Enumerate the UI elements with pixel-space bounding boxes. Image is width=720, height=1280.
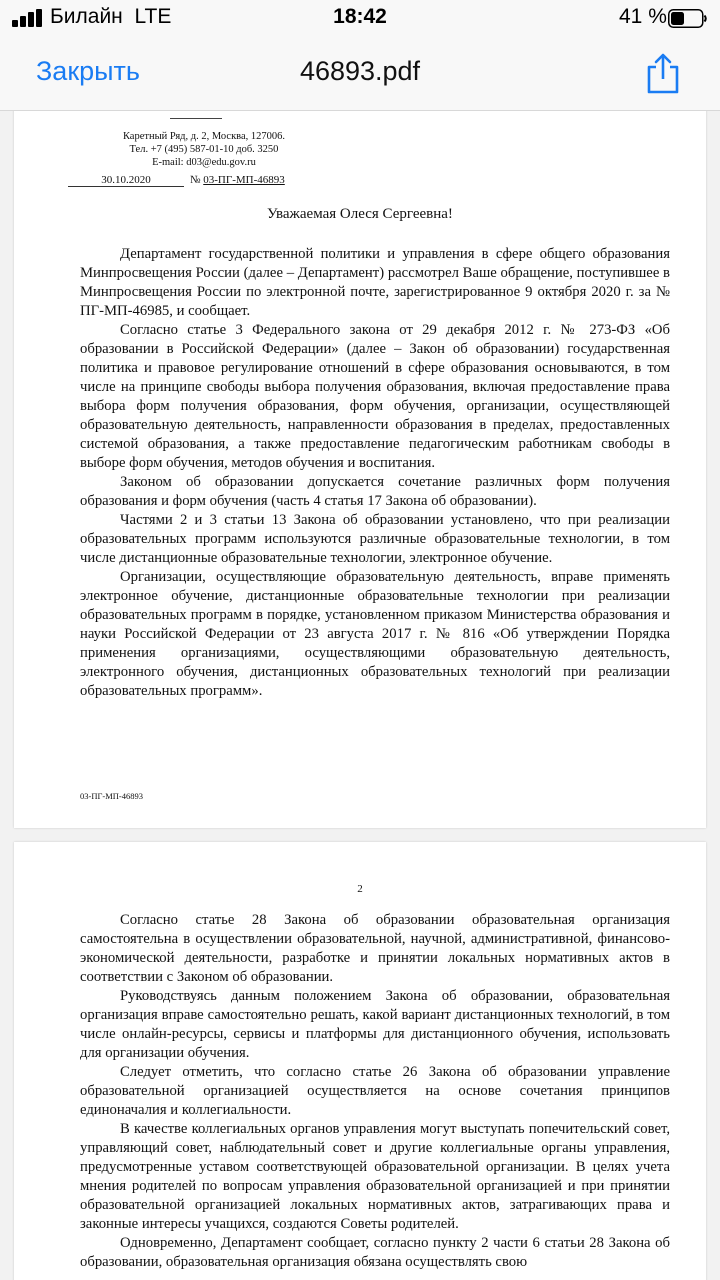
- paragraph: Одновременно, Департамент сообщает, согласно пункту 2 части 6 статьи 28 Закона об образовании, образовательная организация обязана осуществлять свою: [80, 1235, 670, 1270]
- paragraph: В качестве коллегиальных органов управления могут выступать попечительский совет, управляющий совет, наблюдательный совет и другие коллегиальные органы управления, предусмотренные уставом соответствующей образовательной организации. В целях учета мнения родителей по вопросам управления образовательной организацией и при принятии образовательной организацией локальных нормативных актов, затрагивающих права и законные интересы учащихся, создаются Советы родителей.: [80, 1121, 670, 1232]
- pdf-viewer[interactable]: [0, 111, 720, 1280]
- registration-line: [68, 174, 285, 187]
- paragraph: Согласно статье 28 Закона об образовании образовательная организация самостоятельна в осуществлении образовательной, научной, административной, финансово-экономической деятельности, разработке и принятии локальных нормативных актов в соответствии с Законом об образовании.: [80, 912, 670, 985]
- letter-number: 03-ПГ-МП-46893: [203, 174, 285, 186]
- battery-icon: [668, 9, 708, 28]
- phone-line: Тел. +7 (495) 587-01-10 доб. 3250: [129, 144, 279, 155]
- status-bar: [0, 0, 720, 38]
- paragraph: Согласно статье 3 Федерального закона от 29 декабря 2012 г. № 273-ФЗ «Об образовании в Российской Федерации» (далее – Закон об образовании) государственная политика и правовое регулирование отношений в сфере образования основываются, в том числе на принципе свободы выбора получения образования, включая предоставление права выбора форм получения образования, форм обучения, организации, осуществляющей образовательную деятельность, направленности образования в пределах, предоставленных системой образования, а также предоставление педагогическим работникам свободы в выборе форм обучения, методов обучения и воспитания.: [80, 322, 670, 471]
- paragraph: Следует отметить, что согласно статье 26 Закона об образовании управление образовательной организацией осуществляется на основе сочетания принципов единоначалия и коллегиальности.: [80, 1064, 670, 1118]
- pdf-page-1: [14, 111, 706, 828]
- number-sign: №: [190, 174, 201, 186]
- document-title: 46893.pdf: [299, 56, 421, 86]
- paragraph: Законом об образовании допускается сочетание различных форм получения образования и форм обучения (часть 4 статья 17 Закона об образовании).: [80, 474, 670, 509]
- page2-body: [80, 911, 670, 1272]
- email-line: E-mail: d03@edu.gov.ru: [152, 157, 256, 168]
- share-icon[interactable]: [644, 52, 682, 94]
- battery-percent: 41 %: [619, 5, 667, 28]
- nav-bar: [0, 38, 720, 111]
- letterhead-rule: [170, 118, 222, 119]
- page-number: 2: [357, 883, 363, 895]
- address-line: Каретный Ряд, д. 2, Москва, 127006.: [122, 131, 286, 142]
- paragraph: Руководствуясь данным положением Закона об образовании, образовательная организация вправе самостоятельно решать, какой вариант дистанционных технологий, в том числе онлайн-ресурсы, сервисы и платформы для дистанционного обучения, использовать для организации обучения.: [80, 988, 670, 1061]
- paragraph: Организации, осуществляющие образовательную деятельность, вправе применять электронное обучение, дистанционные образовательные технологии при реализации образовательных программ в порядке, установленном приказом Министерства образования и науки Российской Федерации от 23 августа 2017 г. № 816 «Об утверждении Порядка применения организациями, осуществляющими образовательную деятельность, электронного обучения, дистанционных образовательных технологий при реализации образовательных программ».: [80, 569, 670, 699]
- paragraph: Частями 2 и 3 статьи 13 Закона об образовании установлено, что при реализации образовательных программ используются различные образовательные технологии, в том числе дистанционные образовательные технологии, электронное обучение.: [80, 512, 670, 566]
- footer-code: 03-ПГ-МП-46893: [80, 791, 143, 801]
- pdf-page-2: [14, 842, 706, 1280]
- carrier-label: Билайн LTE: [50, 5, 172, 28]
- paragraph: Департамент государственной политики и управления в сфере общего образования Минпросвещения России (далее – Департамент) рассмотрел Ваше обращение, поступившее в Минпросвещения России по электронной почте, зарегистрированное 9 октября 2020 г. за № ПГ-МП-46985, и сообщает.: [80, 246, 670, 319]
- salutation: Уважаемая Олеся Сергеевна!: [267, 206, 453, 222]
- letter-date: 30.10.2020: [68, 174, 184, 187]
- close-button[interactable]: Закрыть: [36, 56, 140, 86]
- page1-body: [80, 245, 670, 701]
- clock: 18:42: [333, 5, 387, 28]
